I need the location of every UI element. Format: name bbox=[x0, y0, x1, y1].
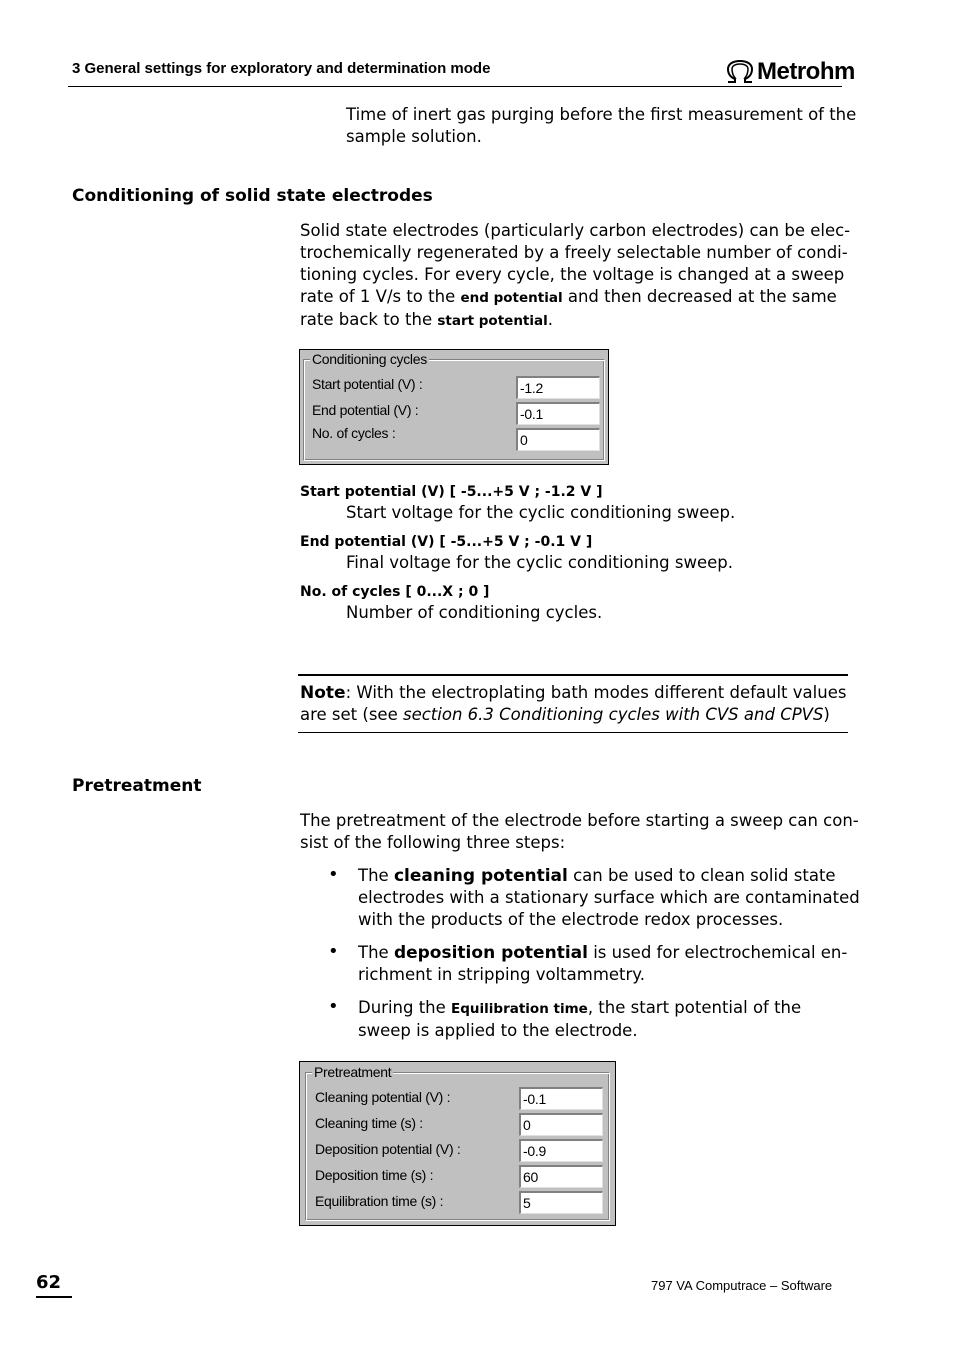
group-title: Pretreatment bbox=[314, 1064, 392, 1080]
bullet-icon: • bbox=[328, 864, 339, 885]
deposition-potential-input[interactable]: -0.9 bbox=[519, 1139, 603, 1162]
bullet-line: richment in stripping voltammetry. bbox=[358, 965, 645, 984]
page-number-rule bbox=[36, 1296, 72, 1298]
start-potential-input[interactable]: -1.2 bbox=[516, 376, 600, 399]
conditioning-paragraph bbox=[300, 220, 850, 332]
param-end-potential-label: End potential (V) [ -5...+5 V ; -0.1 V ] bbox=[300, 534, 593, 550]
text: , the start potential of the bbox=[587, 998, 802, 1017]
bullet-icon: • bbox=[328, 941, 339, 962]
paragraph-line: sist of the following three steps: bbox=[300, 833, 566, 852]
note-line bbox=[300, 704, 846, 726]
section-heading-pretreatment: Pretreatment bbox=[72, 776, 202, 796]
group-title: Conditioning cycles bbox=[312, 351, 427, 367]
intro-line: Time of inert gas purging before the first measurement of the bbox=[346, 105, 857, 124]
cleaning-time-label: Cleaning time (s) : bbox=[315, 1115, 423, 1131]
section-reference-link[interactable]: section 6.3 Conditioning cycles with CVS and CPVS bbox=[402, 705, 824, 724]
text: are set (see bbox=[300, 705, 403, 724]
deposition-time-label: Deposition time (s) : bbox=[315, 1167, 434, 1183]
param-end-potential-desc: Final voltage for the cyclic conditioning sweep. bbox=[346, 553, 733, 572]
chapter-header: 3 General settings for exploratory and determination mode bbox=[72, 60, 491, 77]
cleaning-time-input[interactable]: 0 bbox=[519, 1113, 603, 1136]
note-bottom-rule bbox=[298, 732, 848, 733]
footer-product-name: 797 VA Computrace – Software bbox=[651, 1278, 833, 1293]
text: During the bbox=[358, 998, 452, 1017]
page-number: 62 bbox=[36, 1272, 62, 1293]
text: is used for electrochemical en- bbox=[587, 943, 848, 962]
term-cleaning-potential: cleaning potential bbox=[393, 866, 568, 886]
equilibration-time-label: Equilibration time (s) : bbox=[315, 1193, 444, 1209]
note-top-rule bbox=[298, 674, 848, 676]
note-box bbox=[300, 682, 846, 726]
pretreatment-paragraph bbox=[300, 810, 859, 854]
param-no-of-cycles-desc: Number of conditioning cycles. bbox=[346, 603, 603, 622]
paragraph-line: trochemically regenerated by a freely selectable number of condi- bbox=[300, 243, 848, 262]
pretreatment-dialog bbox=[299, 1061, 616, 1226]
text: ) bbox=[823, 705, 830, 724]
paragraph-line bbox=[300, 309, 850, 332]
end-potential-label: End potential (V) : bbox=[312, 402, 419, 418]
pretreatment-group bbox=[305, 1064, 610, 1221]
paragraph-line: The pretreatment of the electrode before starting a sweep can con- bbox=[300, 811, 859, 830]
bullet-item-equilibration bbox=[358, 997, 801, 1042]
param-start-potential-label: Start potential (V) [ -5...+5 V ; -1.2 V ] bbox=[300, 484, 603, 500]
section-heading-conditioning: Conditioning of solid state electrodes bbox=[72, 186, 433, 206]
deposition-time-input[interactable]: 60 bbox=[519, 1165, 603, 1188]
paragraph-line: Solid state electrodes (particularly carbon electrodes) can be elec- bbox=[300, 221, 851, 240]
cleaning-potential-input[interactable]: -0.1 bbox=[519, 1087, 603, 1110]
text: The bbox=[358, 943, 394, 962]
bullet-line: with the products of the electrode redox processes. bbox=[358, 910, 784, 929]
omega-logo-icon bbox=[725, 59, 755, 85]
no-of-cycles-label: No. of cycles : bbox=[312, 425, 396, 441]
bullet-line: electrodes with a stationary surface which are contaminated bbox=[358, 888, 860, 907]
term-equilibration-time: Equilibration time bbox=[451, 1001, 588, 1017]
intro-paragraph bbox=[346, 104, 856, 148]
text: : With the electroplating bath modes different default values bbox=[345, 683, 847, 702]
logo-wordmark: Metrohm bbox=[757, 58, 855, 85]
start-potential-label: Start potential (V) : bbox=[312, 376, 423, 392]
text: rate of 1 V/s to the bbox=[300, 287, 461, 306]
no-of-cycles-input[interactable]: 0 bbox=[516, 428, 600, 451]
note-label: Note bbox=[300, 683, 346, 703]
paragraph-line: tioning cycles. For every cycle, the voltage is changed at a sweep bbox=[300, 265, 845, 284]
bullet-item-deposition bbox=[358, 942, 847, 986]
term-end-potential: end potential bbox=[460, 290, 563, 306]
text: rate back to the bbox=[300, 310, 438, 329]
term-deposition-potential: deposition potential bbox=[393, 943, 588, 963]
paragraph-line bbox=[300, 286, 850, 309]
conditioning-cycles-group bbox=[303, 351, 605, 461]
bullet-icon: • bbox=[328, 996, 339, 1017]
deposition-potential-label: Deposition potential (V) : bbox=[315, 1141, 461, 1157]
equilibration-time-input[interactable]: 5 bbox=[519, 1191, 603, 1214]
text: . bbox=[547, 310, 553, 329]
conditioning-cycles-dialog bbox=[299, 349, 609, 465]
text: and then decreased at the same bbox=[562, 287, 837, 306]
bullet-line bbox=[358, 942, 847, 964]
param-no-of-cycles-label: No. of cycles [ 0...X ; 0 ] bbox=[300, 584, 490, 600]
text: can be used to clean solid state bbox=[567, 866, 836, 885]
bullet-line bbox=[358, 997, 801, 1020]
bullet-line bbox=[358, 865, 860, 887]
term-start-potential: start potential bbox=[437, 313, 548, 329]
header-rule bbox=[68, 86, 842, 87]
cleaning-potential-label: Cleaning potential (V) : bbox=[315, 1089, 451, 1105]
intro-line: sample solution. bbox=[346, 127, 482, 146]
text: The bbox=[358, 866, 394, 885]
end-potential-input[interactable]: -0.1 bbox=[516, 402, 600, 425]
bullet-line: sweep is applied to the electrode. bbox=[358, 1021, 638, 1040]
metrohm-logo bbox=[725, 57, 855, 87]
param-start-potential-desc: Start voltage for the cyclic conditioning sweep. bbox=[346, 503, 736, 522]
bullet-item-cleaning bbox=[358, 865, 860, 931]
note-line bbox=[300, 682, 846, 704]
